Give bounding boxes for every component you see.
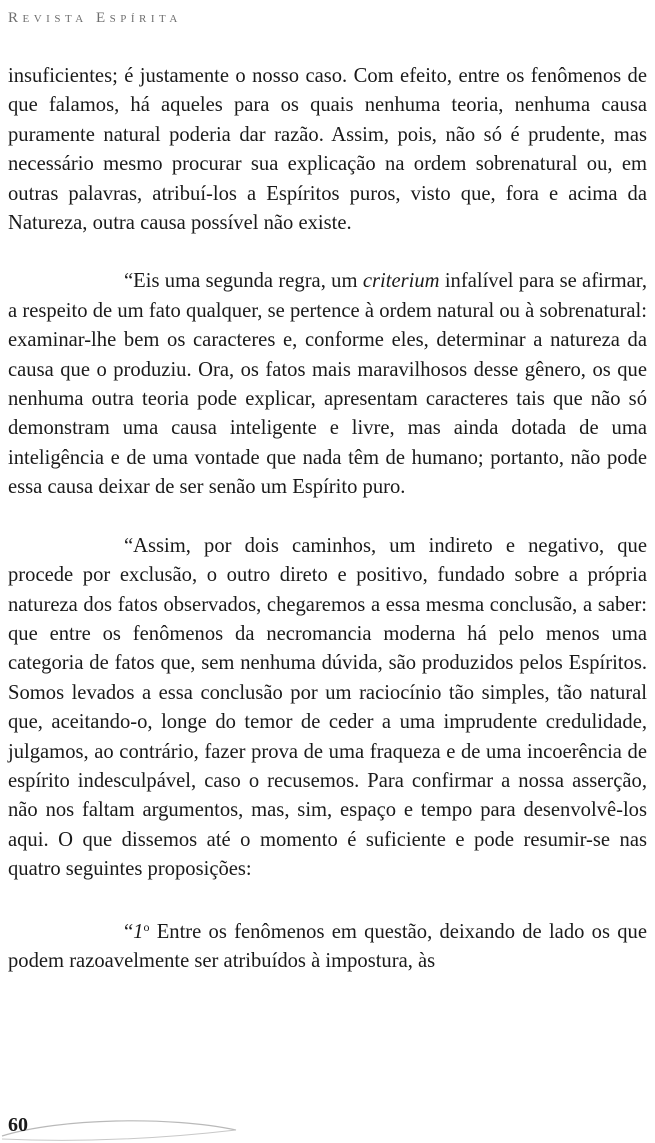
paragraph-4-text: Entre os fenômenos em questão, deixando de lado os que podem razoavelmente ser atribuídos à impostura, às: [8, 920, 647, 972]
body-text: [8, 62, 647, 1005]
running-header: Revista Espírita: [8, 10, 182, 26]
paragraph-4: [8, 913, 647, 977]
page-number: 60: [8, 1114, 28, 1136]
paragraph-1: insuficientes; é justamente o nosso caso. Com efeito, entre os fenômenos de que falamos, há aqueles para os quais nenhuma teoria, nenhuma causa puramente natural poderia dar razão. Assim, pois, não só é prudente, mas necessário mesmo procurar sua explicação na ordem sobrenatural ou, em outras palavras, atribuí-los a Espíritos puros, visto que, fora e acima da Natureza, outra causa possível não existe.: [8, 65, 647, 235]
paragraph-2-text-end: infalível para se afirmar, a respeito de um fato qualquer, se pertence à ordem natural ou à sobrenatural: examinar-lhe bem os caracteres e, conforme eles, determinar a natureza da causa que o produziu. Ora, os fatos mais maravilhosos desse gênero, os que nenhuma outra teoria pode explicar, apresentam caracteres tais que não só demonstram uma causa inteligente e livre, mas ainda dotada de uma inteligência e de uma vontade que nada têm de humano; portanto, não pode essa causa deixar de ser senão um Espírito puro.: [8, 270, 647, 499]
criterium-italic: criterium: [362, 270, 440, 293]
paragraph-2: [8, 267, 647, 502]
paragraph-3: “Assim, por dois caminhos, um indireto e negativo, que procede por exclusão, o outro direto e positivo, fundado sobre a própria natureza dos fatos observados, chegaremos a essa mesma conclusão, a saber: que entre os fenômenos da necromancia moderna há pelo menos uma categoria de fatos que, sem nenhuma dúvida, são produzidos pelos Espíritos. Somos levados a essa conclusão por um raciocínio tão simples, tão natural que, aceitando-o, longe do temor de ceder a uma imprudente credulidade, julgamos, ao contrário, fazer prova de uma fraqueza e de uma incoerência de espírito indesculpável, caso o recusemos. Para confirmar a nossa asserção, não nos faltam argumentos, mas, sim, espaço e tempo para desenvolvê-los aqui. O que dissemos até o momento é suficiente e pode resumir-se nas quatro seguintes proposições:: [8, 534, 647, 881]
paragraph-2-text-start: “Eis uma segunda regra, um: [124, 270, 363, 293]
page-number-swoosh: [0, 1108, 240, 1143]
ordinal-number: 1$^o$: [133, 919, 150, 943]
ordinal-mark: o: [143, 919, 150, 934]
opening-quote: “: [124, 920, 134, 943]
